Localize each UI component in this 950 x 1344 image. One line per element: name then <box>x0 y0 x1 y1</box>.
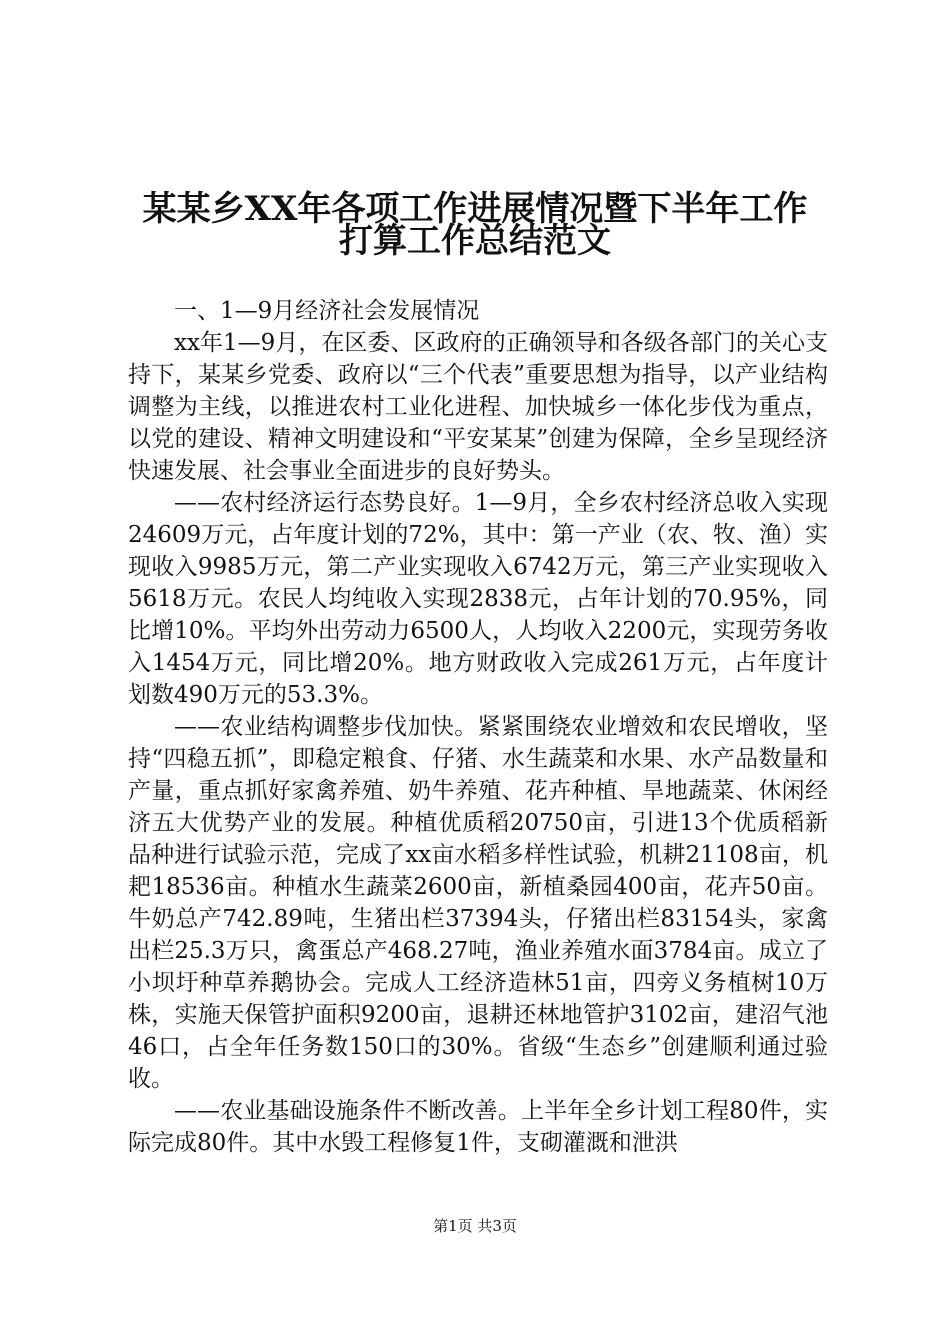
document-title-line-1: 某某乡XX年各项工作进展情况暨下半年工作 <box>142 189 808 229</box>
paragraph-agriculture-structure: ——农业结构调整步伐加快。紧紧围绕农业增效和农民增收，坚持“四稳五抓”，即稳定粮食、仔猪、水生蔬菜和水果、水产品数量和产量，重点抓好家禽养殖、奶牛养殖、花卉种植、旱地蔬菜、休闲经济五大优势产业的发展。种植优质稻20750亩，引进13个优质稻新品种进行试验示范，完成了xx亩水稻多样性试验，机耕21108亩，机耙18536亩。种植水生蔬菜2600亩，新植桑园400亩，花卉50亩。牛奶总产742.89吨，生猪出栏37394头，仔猪出栏83154头，家禽出栏25.3万只，禽蛋总产468.27吨，渔业养殖水面3784亩。成立了小坝圩种草养鹅协会。完成人工经济造林51亩，四旁义务植树10万株，实施天保管护面积9200亩，退耕还林地管护3102亩，建沼气池46口，占全年任务数150口的30%。省级“生态乡”创建顺利通过验收。 <box>128 714 828 1092</box>
page-footer: 第1页 共3页 <box>433 1217 517 1235</box>
document-title-line-2: 打算工作总结范文 <box>339 221 611 261</box>
paragraph-overview: xx年1—9月，在区委、区政府的正确领导和各级各部门的关心支持下，某某乡党委、政府以“三个代表”重要思想为指导，以产业结构调整为主线，以推进农村工业化进程、加快城乡一体化步伐为重点，以党的建设、精神文明建设和“平安某某”创建为保障，全乡呈现经济快速发展、社会事业全面进步的良好势头。 <box>128 330 828 484</box>
paragraph-rural-economy: ——农村经济运行态势良好。1—9月，全乡农村经济总收入实现24609万元，占年度计划的72%，其中：第一产业（农、牧、渔）实现收入9985万元，第二产业实现收入6742万元，第三产业实现收入5618万元。农民人均纯收入实现2838元，占年计划的70.95%，同比增10%。平均外出劳动力6500人，人均收入2200元，实现劳务收入1454万元，同比增20%。地方财政收入完成261万元，占年度计划数490万元的53.3%。 <box>128 490 828 708</box>
section-heading: 一、1—9月经济社会发展情况 <box>174 298 480 324</box>
paragraph-infrastructure: ——农业基础设施条件不断改善。上半年全乡计划工程80件，实际完成80件。其中水毁工程修复1件，支砌灌溉和泄洪 <box>128 1098 828 1156</box>
document-body <box>128 295 828 1159</box>
